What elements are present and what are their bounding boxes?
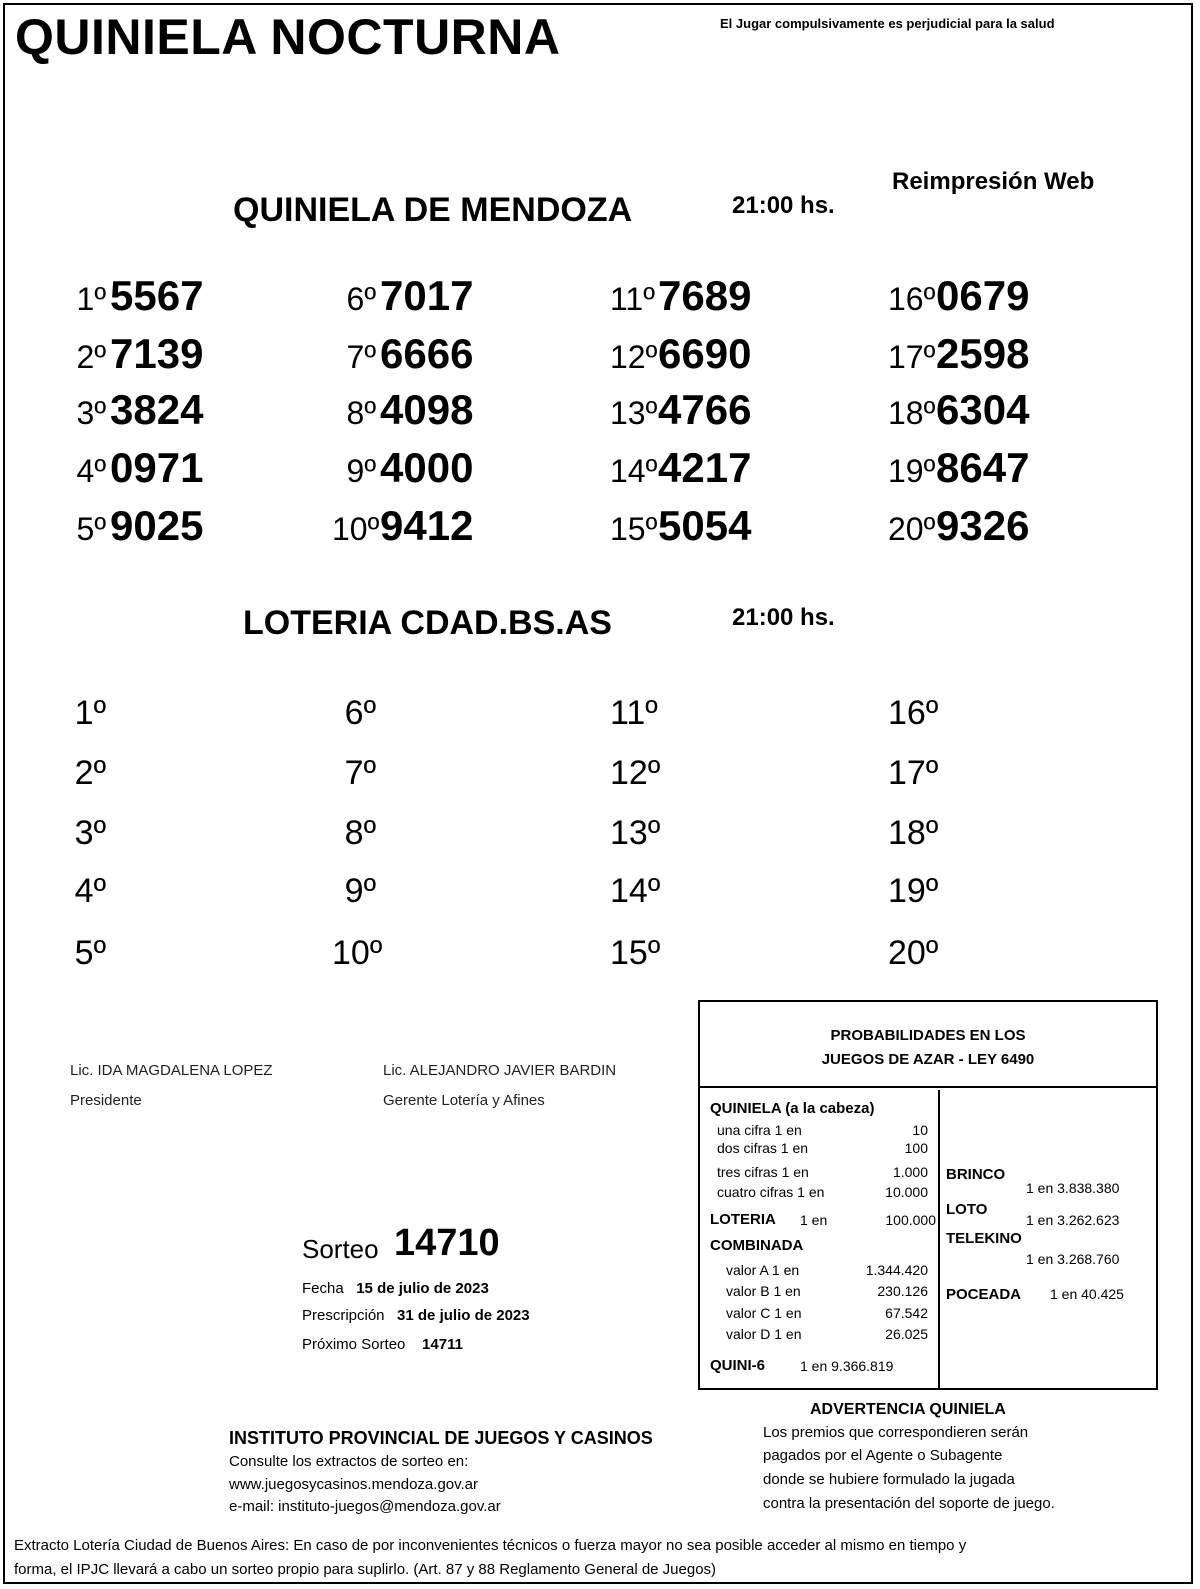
loteria-section-title: LOTERIA CDAD.BS.AS bbox=[243, 604, 612, 642]
loteria-result bbox=[332, 872, 376, 911]
loteria-result bbox=[332, 814, 376, 853]
advertencia-line: Los premios que correspondieren serán bbox=[763, 1424, 1029, 1441]
mendoza-result bbox=[62, 386, 203, 434]
result-position: 17º bbox=[888, 754, 939, 792]
probabilities-box bbox=[698, 1000, 1158, 1390]
institute-website: www.juegosycasinos.mendoza.gov.ar bbox=[229, 1476, 479, 1493]
probabilities-left-column bbox=[700, 1090, 940, 1390]
result-position: 1º bbox=[76, 281, 106, 317]
loteria-result bbox=[62, 934, 106, 973]
prob-row-value: 26.025 bbox=[885, 1326, 928, 1342]
prob-row-value: 10.000 bbox=[885, 1184, 928, 1200]
proximo-label: Próximo Sorteo bbox=[302, 1336, 406, 1353]
prob-row-label: cuatro cifras 1 en bbox=[717, 1184, 825, 1200]
prescripcion-line bbox=[302, 1307, 530, 1324]
loteria-result bbox=[332, 694, 376, 733]
result-position: 6º bbox=[344, 694, 376, 732]
result-number: 7017 bbox=[380, 272, 474, 319]
advertencia-line: donde se hubiere formulado la jugada bbox=[763, 1471, 1015, 1488]
loteria-result bbox=[610, 754, 661, 793]
prob-row-value: 230.126 bbox=[877, 1283, 928, 1299]
result-number: 3824 bbox=[110, 386, 204, 433]
loteria-result bbox=[62, 814, 106, 853]
mendoza-result bbox=[610, 272, 751, 320]
signature-role: Presidente bbox=[70, 1092, 142, 1109]
prob-row-label: dos cifras 1 en bbox=[717, 1140, 809, 1156]
quini6-prob-value: 1 en 9.366.819 bbox=[800, 1358, 894, 1374]
loteria-result bbox=[888, 934, 939, 973]
mendoza-result bbox=[62, 502, 203, 550]
result-number: 2598 bbox=[936, 330, 1030, 377]
result-position: 7º bbox=[346, 339, 376, 375]
result-position: 5º bbox=[76, 511, 106, 547]
loteria-result bbox=[62, 754, 106, 793]
loteria-prob-label: LOTERIA bbox=[710, 1211, 776, 1228]
result-number: 7139 bbox=[110, 330, 204, 377]
prob-row-label: valor A 1 en bbox=[726, 1262, 800, 1278]
fecha-value: 15 de julio de 2023 bbox=[356, 1280, 489, 1297]
mendoza-result bbox=[62, 444, 203, 492]
prob-row-label: valor D 1 en bbox=[726, 1326, 802, 1342]
prescripcion-value: 31 de julio de 2023 bbox=[397, 1307, 530, 1324]
result-position: 15º bbox=[610, 934, 661, 972]
result-position: 12º bbox=[610, 754, 661, 792]
prob-row-value: 1.344.420 bbox=[865, 1262, 928, 1278]
footer-note-line: Extracto Lotería Ciudad de Buenos Aires: En caso de por inconvenientes técnicos o fuerza mayor no sea posible acceder al mismo en tiempo y bbox=[14, 1537, 967, 1554]
loteria-prob-value: 100.000 bbox=[885, 1212, 936, 1228]
reprint-label: Reimpresión Web bbox=[892, 168, 1095, 195]
result-position: 15º bbox=[610, 511, 658, 547]
result-position: 5º bbox=[74, 934, 106, 972]
probabilities-header bbox=[700, 1002, 1156, 1088]
result-number: 9326 bbox=[936, 502, 1030, 549]
result-number: 0971 bbox=[110, 444, 204, 491]
combinada-prob-label: COMBINADA bbox=[710, 1237, 804, 1254]
result-position: 6º bbox=[346, 281, 376, 317]
telekino-prob-label: TELEKINO bbox=[946, 1230, 1022, 1247]
result-position: 10º bbox=[332, 511, 380, 547]
mendoza-result bbox=[610, 444, 751, 492]
result-position: 13º bbox=[610, 814, 661, 852]
brinco-prob-label: BRINCO bbox=[946, 1166, 1006, 1183]
result-number: 4000 bbox=[380, 444, 474, 491]
health-warning: El Jugar compulsivamente es perjudicial para la salud bbox=[720, 16, 1055, 31]
fecha-line bbox=[302, 1280, 489, 1297]
result-number: 5054 bbox=[658, 502, 752, 549]
loteria-result bbox=[62, 694, 106, 733]
mendoza-result bbox=[62, 272, 203, 320]
result-position: 2º bbox=[74, 754, 106, 792]
mendoza-result bbox=[610, 502, 751, 550]
loteria-result bbox=[332, 754, 376, 793]
institute-line: Consulte los extractos de sorteo en: bbox=[229, 1453, 469, 1470]
result-position: 17º bbox=[888, 339, 936, 375]
result-number: 6690 bbox=[658, 330, 752, 377]
prob-row-label: valor C 1 en bbox=[726, 1305, 802, 1321]
result-number: 6666 bbox=[380, 330, 474, 377]
result-position: 9º bbox=[344, 872, 376, 910]
result-position: 11º bbox=[610, 694, 658, 732]
quiniela-prob-label: QUINIELA (a la cabeza) bbox=[710, 1100, 875, 1117]
result-position: 7º bbox=[344, 754, 376, 792]
loteria-result bbox=[62, 872, 106, 911]
result-position: 8º bbox=[344, 814, 376, 852]
proximo-value: 14711 bbox=[422, 1336, 463, 1353]
result-number: 4766 bbox=[658, 386, 752, 433]
advertencia-line: pagados por el Agente o Subagente bbox=[763, 1447, 1003, 1464]
telekino-prob-value: 1 en 3.268.760 bbox=[1026, 1251, 1120, 1267]
loteria-prob-en: 1 en bbox=[800, 1212, 828, 1228]
probabilities-title-line1: PROBABILIDADES EN LOS bbox=[830, 1027, 1026, 1044]
mendoza-result bbox=[888, 330, 1029, 378]
result-position: 11º bbox=[610, 281, 655, 317]
loteria-result bbox=[610, 814, 661, 853]
result-position: 3º bbox=[76, 395, 106, 431]
mendoza-result bbox=[332, 330, 473, 378]
prob-row-value: 100 bbox=[904, 1140, 928, 1156]
sorteo-number: 14710 bbox=[394, 1222, 500, 1264]
prob-row-value: 1.000 bbox=[892, 1164, 928, 1180]
poceada-prob-label: POCEADA bbox=[946, 1286, 1022, 1303]
mendoza-result bbox=[610, 386, 751, 434]
mendoza-result bbox=[888, 502, 1029, 550]
loto-prob-value: 1 en 3.262.623 bbox=[1026, 1212, 1120, 1228]
mendoza-result bbox=[332, 386, 473, 434]
prob-row-label: una cifra 1 en bbox=[717, 1122, 802, 1138]
mendoza-result bbox=[332, 502, 473, 550]
result-number: 5567 bbox=[110, 272, 204, 319]
result-position: 2º bbox=[76, 339, 106, 375]
page-title: QUINIELA NOCTURNA bbox=[15, 9, 561, 65]
loteria-result bbox=[888, 754, 939, 793]
result-position: 16º bbox=[888, 694, 939, 732]
mendoza-result bbox=[332, 444, 473, 492]
advertencia-title: ADVERTENCIA QUINIELA bbox=[810, 1401, 1006, 1418]
result-position: 18º bbox=[888, 814, 939, 852]
result-position: 4º bbox=[74, 872, 106, 910]
result-number: 8647 bbox=[936, 444, 1030, 491]
mendoza-section-title: QUINIELA DE MENDOZA bbox=[233, 191, 633, 229]
prob-row-label: tres cifras 1 en bbox=[717, 1164, 809, 1180]
sorteo-label: Sorteo bbox=[302, 1234, 379, 1264]
result-position: 3º bbox=[74, 814, 106, 852]
loteria-time: 21:00 hs. bbox=[732, 604, 835, 631]
result-position: 18º bbox=[888, 395, 936, 431]
brinco-prob-value: 1 en 3.838.380 bbox=[1026, 1180, 1120, 1196]
institute-title: INSTITUTO PROVINCIAL DE JUEGOS Y CASINOS bbox=[229, 1428, 653, 1448]
result-number: 4098 bbox=[380, 386, 474, 433]
result-position: 8º bbox=[346, 395, 376, 431]
loteria-result bbox=[888, 814, 939, 853]
loto-prob-label: LOTO bbox=[946, 1201, 988, 1218]
mendoza-result bbox=[888, 272, 1029, 320]
probabilities-title-line2: JUEGOS DE AZAR - LEY 6490 bbox=[821, 1051, 1035, 1068]
result-position: 19º bbox=[888, 872, 939, 910]
result-number: 9025 bbox=[110, 502, 204, 549]
signature-role: Gerente Lotería y Afines bbox=[383, 1092, 545, 1109]
mendoza-result bbox=[610, 330, 751, 378]
mendoza-time: 21:00 hs. bbox=[732, 192, 835, 219]
loteria-result bbox=[610, 872, 661, 911]
loteria-result bbox=[888, 694, 939, 733]
result-number: 9412 bbox=[380, 502, 474, 549]
result-number: 0679 bbox=[936, 272, 1030, 319]
prob-row-value: 10 bbox=[912, 1122, 928, 1138]
poceada-prob-value: 1 en 40.425 bbox=[1050, 1286, 1124, 1302]
result-position: 20º bbox=[888, 511, 936, 547]
result-position: 14º bbox=[610, 453, 658, 489]
result-number: 6304 bbox=[936, 386, 1030, 433]
result-position: 9º bbox=[346, 453, 376, 489]
result-position: 19º bbox=[888, 453, 936, 489]
mendoza-result bbox=[62, 330, 203, 378]
quini6-prob-label: QUINI-6 bbox=[710, 1357, 766, 1374]
result-position: 14º bbox=[610, 872, 661, 910]
mendoza-result bbox=[888, 386, 1029, 434]
fecha-label: Fecha bbox=[302, 1280, 344, 1297]
prob-row-label: valor B 1 en bbox=[726, 1283, 801, 1299]
institute-email: e-mail: instituto-juegos@mendoza.gov.ar bbox=[229, 1498, 501, 1515]
result-position: 10º bbox=[332, 934, 383, 972]
result-position: 16º bbox=[888, 281, 936, 317]
prob-row-value: 67.542 bbox=[885, 1305, 928, 1321]
loteria-result bbox=[332, 934, 383, 973]
result-number: 4217 bbox=[658, 444, 752, 491]
result-position: 12º bbox=[610, 339, 658, 375]
proximo-line bbox=[302, 1336, 463, 1353]
loteria-result bbox=[888, 872, 939, 911]
mendoza-result bbox=[888, 444, 1029, 492]
mendoza-result bbox=[332, 272, 473, 320]
result-position: 4º bbox=[76, 453, 106, 489]
advertencia-line: contra la presentación del soporte de juego. bbox=[763, 1495, 1055, 1512]
footer-note-line: forma, el IPJC llevará a cabo un sorteo propio para suplirlo. (Art. 87 y 88 Reglamento General de Juegos) bbox=[14, 1561, 717, 1578]
signature-name: Lic. ALEJANDRO JAVIER BARDIN bbox=[383, 1062, 617, 1079]
result-position: 20º bbox=[888, 934, 939, 972]
signature-name: Lic. IDA MAGDALENA LOPEZ bbox=[70, 1062, 273, 1079]
loteria-result bbox=[610, 934, 661, 973]
loteria-result bbox=[610, 694, 658, 733]
result-number: 7689 bbox=[658, 272, 752, 319]
result-position: 13º bbox=[610, 395, 658, 431]
prescripcion-label: Prescripción bbox=[302, 1307, 385, 1324]
result-position: 1º bbox=[74, 694, 106, 732]
